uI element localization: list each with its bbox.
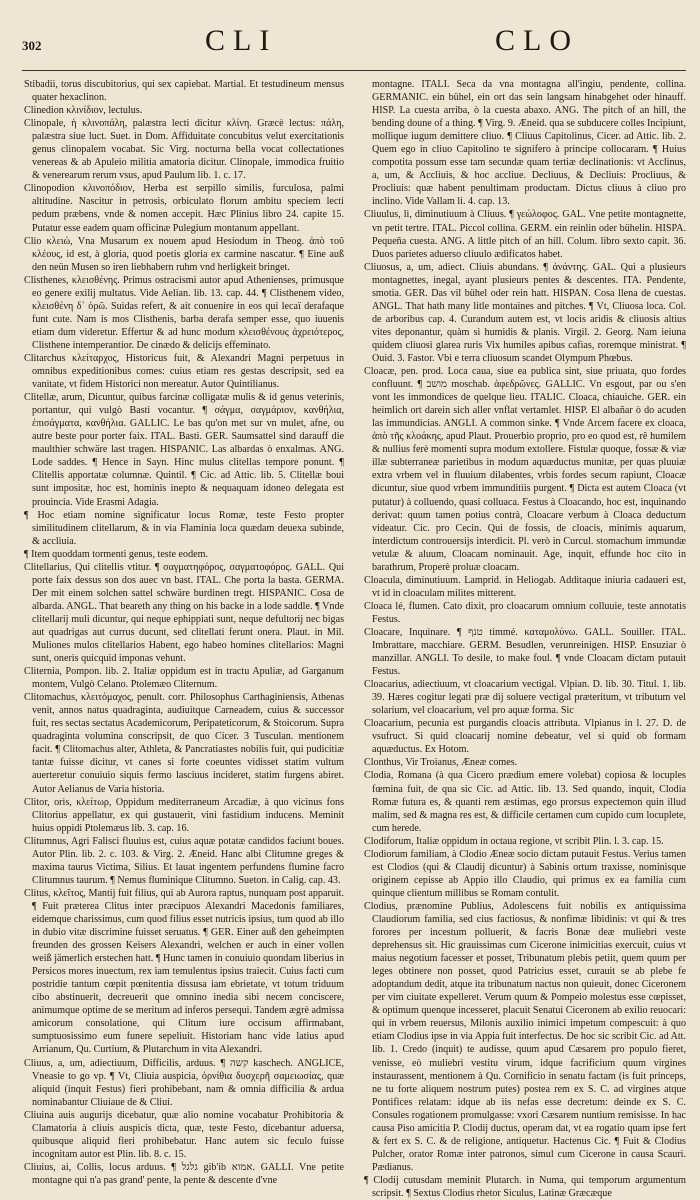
right-guideword: CLO bbox=[495, 24, 579, 57]
entry-cloacarius: Cloacarius, adiectiuum, vt cloacarium vectigal. Vlpian. D. lib. 30. Titul. 1. lib. 39. Hæres cogitur legati præ dij soluere vectigal præteritum, vt tributum vel solarium, vel cloacarium, vel pro aquæ forma. Sic bbox=[364, 679, 686, 717]
entry-cloacare: Cloacare, Inquinare. ¶ טנף timmé. καταμολύνω. GALL. Souiller. ITAL. Imbrattare, macchiare. GERM. Besudlen, verunreinigen. HISP. Ensuziar ò manzillar. ANGLI. To desile, to make foul. ¶ vnde Cloacam dictam putauit Festus. bbox=[364, 626, 686, 678]
entry-clitarchus: Clitarchus κλείταρχος, Historicus fuit, & Alexandri Magni perpetuus in omnibus expeditionibus comes: cuius etiam res gestas descripsit, sed ea vanitate, vt fidem Historici non mereatur. Autor Quintilianus. bbox=[24, 352, 344, 391]
entry-clitus: Clitus, κλεῖτος, Mantij fuit filius, qui ab Aurora raptus, nunquam post apparuit. ¶ Fuit præterea Clitus inter præcipuos Alexandri Macedonis familiares, eidemque charissimus, cum quod filius esset nutricis ipsius, tum quod ab illo in dubio vitæ discrimine fuisset seruatus. ¶ GER. Einer auß den geheimpten freunden des grossen Keisers Alexandri, welchen er auch in einer vollen weiß jämerlich erstechen hatt. ¶ Hunc tamen in conuiuio quondam liberius in Persicos mores inuectum, rex iam temulentus ipsius traiecit. Cuius facti cum postridie tantum cœpit pœnitentia dissusa iam ebrietate, vt totum triduum cibo abstinuerit, decreuerit que omnino inedia sibi necem conciscere, animumque optime de se meritum ad inferos persequi. Tandem ægrè admissa amicorum consolatione, qui Clitum iure occisum affirmabant, sumptuosissimo eum funere sepeliuit. Historiam hanc vide latius apud Arrianum, Qu. Curtium, & Plutarchum in vita Alexandri. bbox=[24, 887, 344, 1056]
left-column bbox=[24, 78, 344, 1186]
entry-stibadii: Stibadii, torus discubitorius, qui sex capiebat. Martial. Et testudineum mensus quater hexaclinon. bbox=[24, 79, 344, 104]
entry-clio: Clio κλειώ, Vna Musarum ex nouem apud Hesiodum in Theog. ἀπὸ τοῦ κλέους, id est, à gloria, quod poetis gloria ex carmine nascatur. ¶ Eine auß den neün Musen so iren liebhabern ruhm vnd herligkeit bringet. bbox=[24, 235, 344, 273]
entry-cliuosus: Cliuosus, a, um, adiect. Cliuis abundans. ¶ ἀνάντης. GAL. Qui a plusieurs montagnettes, inegal, ayant plusieurs pentes & descentes. ITA. Pendente, smotia. GER. Das vil bühel oder rein hatt. HISPAN. Cosa llena de cuestas. ANGL. That hath many litle montaines and pitches. ¶ Vt, Cliuosa loca. Col. de arboribus cap. 4. Curandum autem est, vt locis aridis & cliuosis altius vites deponantur, quàm si humidis & planis. Virgil. 2. Georg. Nam ieiuna quidem cliuosi glarea ruris Vix humiles apibus cafias, roremque ministrat. ¶ Ouid. 3. Fastor. Vbi e terra cliuosum scandet Olympum Phœbus. bbox=[364, 261, 686, 364]
entry-clodia: Clodia, Romana (à qua Cicero prædium emere volebat) copiosa & locuples fœmina fuit, de qua sic Cic. ad Attic. lib. 13. Sed quando, inquit, Clodia Romæ futura es, & quanti rem æstimas, ego prorsus expectemon quin illud malim, sed & magna res est, & difficile certamen cum cupido cum locuplete, cum herede. bbox=[364, 770, 686, 834]
entry-cliternia: Cliternia, Pompon. lib. 2. Italiæ oppidum est in tractu Apuliæ, ad Garganum montem, Vulgò Celano. Ptolemæo Cliternum. bbox=[24, 666, 344, 691]
entry-cloacula: Cloacula, diminutiuum. Lamprid. in Heliogab. Additaque iniuria cadaueri est, vt id in cloaculam milites mitterent. bbox=[364, 574, 686, 599]
entry-clitor: Clitor, oris, κλείτωρ, Oppidum mediterraneum Arcadiæ, à quo vicinus fons Clitorius appellatur, ex qui gustauerit, vini fastidium inducens. Meminit huius oppidi Ptolemæus lib. 3. cap. 16. bbox=[24, 796, 344, 834]
entry-clitellae-locus: ¶ Hoc etiam nomine significatur locus Romæ, teste Festo propter similitudinem clitellarum, & in via Flaminia loca quædam deuexa subinde, & accliuia. bbox=[24, 509, 344, 547]
entry-clinopodion: Clinopodion κλινοπόδιον, Herba est serpillo similis, furculosa, palmi altitudine. Nascitur in petrosis, orbiculato florum ambitu speciem lecti pedum præbens, vnde & nomen accepit. Hæc Plinius libro 24. capite 15. Putatur esse eadem quam officinæ Pulegium montanum appellant. bbox=[24, 183, 344, 234]
entry-clonthus: Clonthus, Vir Troianus, Æneæ comes. bbox=[364, 757, 518, 769]
entry-clodius-others: ¶ Clodij cutusdam meminit Plutarch. in Numa, qui temporum argumentum scripsit. ¶ Sextus Clodius rhetor Siculus, Latinæ Græcæque bbox=[364, 1174, 686, 1199]
entry-cloacale: Cloaca lé, flumen. Cato dixit, pro cloacarum omnium colluuie, teste annotatis Festus. bbox=[364, 600, 686, 625]
entry-clodiorum: Clodiorum familiam, à Clodio Æneæ socio dictam putauit Festus. Verius tamen est Clodios (qui & Claudij dicuntur) à Sabinis ortum traxisse, nominisque originem cepisse ab Appio illo Claudio, qui primus ex ea familia cum quinque clientum millibus se Romam contulit. bbox=[364, 848, 686, 899]
entry-clitomachus: Clitomachus, κλειτόμαχος, penult. corr. Philosophus Carthaginiensis, Athenas venit, annos natus quadraginta, audiuitque Carneadem, cuius & successor fuit, res sectas sectatus Academicorum, Peripateticorum, & Stoicorum. Supra quadraginta volumina conscripsit, de quo Cicer. 3 Tusculan. mentionem facit. ¶ Clitomachus alter, Athleta, & Pancratiastes nobilis fuit, qui pudicitiæ tantæ fuisse dicitur, vt canes si forte coeuntes vidisset statim vultum auerteretur conuiuio siquis fermo lasciuus incideret, statim furgens abiret. Autor Aelianus de Varia historia. bbox=[24, 692, 344, 795]
entry-clitellarius: Clitellarius, Qui clitellis vtitur. ¶ σαγματηφόρος, σαγματοφόρος. GALL. Qui porte faix dessus son dos auec vn bast. ITAL. Che porta la basta. GERMA. Der mit einem solchen sattel schwäre burdinen tregt. HISPANIC. Cosa de albarda. ANGL. That beareth any thing on his backe in a lode saddle. ¶ Vnde clitellarij muli dicuntur, qui neque ephippiati sunt, neque defultorij nec bigas aut quadrigas aut currus ducunt, sed clitellati ferunt onera. Plaut. in Mil. Muliones mulos clitellarios Habent, ego habeo homines clitellarios: Magni sunt, oneris quicquid imponas vehunt. bbox=[24, 561, 344, 665]
entry-cliuius-continued: montagne. ITALI. Seca da vna montagna all'ingiu, pendente, collina. GERMANIC. ein bühel, ein ort das sein langsam hinabgehet oder hinauff. HISP. La cuesta arriba, ò la cuesta abaxo. ANG. The pitch of an hill, the bending doune of a thing. ¶ Virg. 9. Æneid. qua se subducere colles Incipiunt, mollique iugum demittere cliuo. ¶ Cliuus Capitolinus, Cicer. ad Attic. lib. 2. Quem ego in cliuo Capitolino te signifero à principe collocaram. ¶ Huius compotita possum esse tam secundæ quam tertiæ declinationis: vt Acclinus, a, um, & Accliuis, & hoc accliue. Decliuus, & Decliuis: Procliuus, & Procliuis: quæ habent penultimam productam. Dictus cliuus à cliuo pro inclino. Vide Vallam li. 4. cap. 13. bbox=[372, 79, 686, 208]
entry-cliuus-adj: Cliuus, a, um, adiectiuum, Difficilis, arduus. ¶ קשה kaschech. ANGLICE, Vneasie to go vp. ¶ Vt, Cliuia auspicia, ὀρνίθια δυσχερῆ σαμειωσίας, quæ aliquid (inquit Festus) fieri prohibebant, nam & omnia difficilia & ardua nominabantur Cliuiaue de & Cliui. bbox=[24, 1057, 344, 1108]
entry-clodius: Clodius, prænomine Publius, Adolescens fuit nobilis ex antiquissima Claudiorum familia, sed cius factiosus, & nonfimæ libidinis: vt qui & tres forores per incestum polluerit, & facris Bonæ deæ muliebri veste deprehensus sit. Hic grauissimas cum Cicerone inimicitias exercuit, cuius vt maius negotium facesser et posset, Tribunatum plebis petiit, quem quum per leges obtinere non posset, quod Patricius esset, curauit se ab plebe fe adoptandum dedit, atque ita tribunatum nactus non quieuit, donec Ciceronem per vim ciuitate expelleret. Verum quum & Pompeio molestus esse cœpisset, & optimum quenque incesseret, placuit Senatui Ciceronem ab exilio reuocari: qui in vrbem reuersus, Milonis auxilio inimici impetum compescuit: à quo etiam Clodius ipse in via Appia fuit interfectus. De hoc sic scribit Cic. ad Att. lib. 1. Credo (inquit) te audisse, quum apud Cæsarem pro populo fieret, venisse, eò muliebri vestitu virum, idque facrificium quum virgines instaurassent, mentionem à Qu. Cornificio in senatu factam (is fuit princeps, ne tu forte aliquem nostrum putes) postea rem ex S. C. ad virgines atque Pontifices relatam: idque ab iis nefas esse decretum: deinde ex S. C. Consules rogationem promulgasse: vxori Cæsarem nuntium remisisse. In hac causa Piso amicitia P. Clodij ductus, operam dat, vt ea rogatio quam ipse fert & fert ex S. C. & de religione, antiquetur. Hactenus Cic. ¶ Fuit & Clodius Pulcher, orator Romæ inter patronos, simul cum Cicerone in causa Scauri. Pædianus. bbox=[364, 900, 686, 1173]
entry-clinedion: Clinedion κλινίδιον, lectulus. bbox=[24, 105, 143, 117]
entry-cloacae: Cloacæ, pen. prod. Loca caua, siue ea publica sint, siue priuata, quo fordes confluunt. ¶ מושב moschab. ἀφεδρῶνες. GALLIC. Vn esgout, par ou s'en vont les immondices de quelque lieu. ITALIC. Cloaca, chiauiche. GER. ein heimlich ort darein sich aller vnflat vertamlet. HISP. El albañar ò do acuden las immundicias. ANGLI. A common sinke. ¶ Vnde Arcem facere ex cloaca, ἀπὸ τῆς κλοάκης, apud Plaut. Prouerbio proprio, pro eo quod est, rê humilem & nullius ferè momenti supra modum extollere. Fistulæ quoque, fossæ & viæ illæ subterraneæ parietibus in modum aquæductus munitæ, per quas pluuiæ extra vrbem vel in fluuium dilabentes, vrbis fordes secum rapiunt, Cloacæ dicuntur, siue quod vrbem immunditiis purgent. ¶ Dicta est autem Cloaca (vt putatur) à colluendo, quasi colluaca. Festus à Cloacando, hoc est, inquinando derivat: quum tamen potius contrà, Cloacare verbum à Cloaca deductum videatur. Cic. pro Cecin. Qui de fossis, de cloacis, minimis aquarum, interdictum controuersijs interdicit. Pl. verò in Curcul. stomachum immundæ vetulæ & aluum, Cloacam nominauit. Age, inquit, effunde hoc cito in barathrum, Properè proluæ cloacam. bbox=[364, 366, 686, 573]
entry-clitellae: Clitellæ, arum, Dicuntur, quibus farcinæ colligatæ mulis & id genus veterinis, portantur, qui vulgò Basti vocantur. ¶ σάγμα, σαγμάριον, κανθήλια, ἐπισάγματα, κανθήλια. GALLIC. Le bas qu'on met sur vn mulet, afne, ou autre beste pour porter faix. ITAL. Basti. GER. Saumsattel sind darauff die maulthier schwäre last tragen. HISPANIC. Las albardas ò enxalmas. ANG. Lode saddes. ¶ Hence in Sayn. Hinc mulus clitellas tempore ponunt. ¶ Clitellis apportatæ columnæ. Quintil. ¶ Cic. ad Attic. lib. 5. Clitellæ boui sunt impositæ, hoc est, hominis inepto & nequaquam idoneo delegata est prouincia. Vide Erasmi Adagia. bbox=[24, 392, 344, 508]
left-guideword: CLI bbox=[205, 24, 278, 57]
page-header bbox=[0, 24, 700, 66]
entry-clitumnus: Clitumnus, Agri Falisci fluuius est, cuius aquæ potatæ candidos faciunt boues. Autor Plin. lib. 2. c. 103. & Virg. 2. Æneid. Hanc albi Clitumne greges & maxima taurus Victima, Silius. Et lauat ingentem perfundens flumine facro Clitumnus taurum. ¶ Nemus fluminique Clitumno. Sueton. in Calig. cap. 43. bbox=[24, 835, 344, 886]
entry-cliuius: Cliuius, ai, Collis, locus arduus. ¶ גלגל gib'ib אמוא. GALLI. Vne petite montagne qui n'a pas grand' pente, la pente & descente d'vne bbox=[24, 1161, 344, 1186]
entry-cliuulus: Cliuulus, li, diminutiuum à Cliuus. ¶ γεώλοφος. GAL. Vne petite montagnette, vn petit tertre. ITAL. Piccol collina. GERM. ein reinlin oder bühelin. HISPA. Pequeña cuesta. ANG. A little pitch of an hill. Colum. libro sexto capit. 36. Duos parietes aduerso cliuulo ædificatos habet. bbox=[364, 209, 686, 260]
entry-clinopale: Clinopale, ἡ κλινοπάλη, palæstra lecti dicitur κλίνη. Græcè lectus: πάλη, palæstra siue luct. Suet. in Dom. Affiduitate concubitus velut exercitationis genus clinopalem vocabat. Sic Virg. nocturna bella vocat collectationes venereas & ab Apuleio militia amatoria dicitur. Clinopale, immodica fruitio & venerearum rerum vsus, apud Paulum lib. 1. c. 17. bbox=[24, 118, 344, 182]
entry-clisthenes: Clisthenes, κλεισθένης. Primus ostracismi autor apud Athenienses, primusque eo genere exilij multatus. Vide Aelian. lib. 13. cap. 44. ¶ Clisthenem video, κλεισθένη δ᾽ ὁρῶ. Suidas refert, & ait conuenire in eos qui lecaï derafaque funt cute. Nam is mos Clisthenis, barba derafa semper esse, quo iuuenis etiam dum videretur. Effertur & ad hunc modum κλεισθένους ἀχρειότερος, Clisthene intemperantior. De cinædo & delicijs effeminato. bbox=[24, 274, 344, 351]
entry-clitellae-tormentum: ¶ Item quoddam tormenti genus, teste eodem. bbox=[24, 548, 208, 560]
page-number: 302 bbox=[22, 38, 42, 53]
entry-clodiforum: Clodiforum, Italiæ oppidum in octaua regione, vt scribit Plin. l. 3. cap. 15. bbox=[364, 835, 664, 847]
header-rule bbox=[22, 70, 686, 71]
entry-cloacarium: Cloacarium, pecunia est purgandis cloacis attributa. Vlpianus in l. 27. D. de vsufruct. Si quid cloacarij nomine debeatur, vel si quid ob formam aquæductus. Ex Hotom. bbox=[364, 718, 686, 756]
right-column bbox=[364, 78, 686, 1199]
entry-cliuina: Cliuina auis augurijs dicebatur, quæ alio nomine vocabatur Prohibitoria & Clamatoria à cliuis auspicis dicta, quæ, teste Festo, dicebantur aduersa, quibusque aliquid fieri prohibebatur. Hanc autem sic feculo fuisse incognitam autor est Plin. lib. 8. c. 15. bbox=[24, 1109, 344, 1160]
